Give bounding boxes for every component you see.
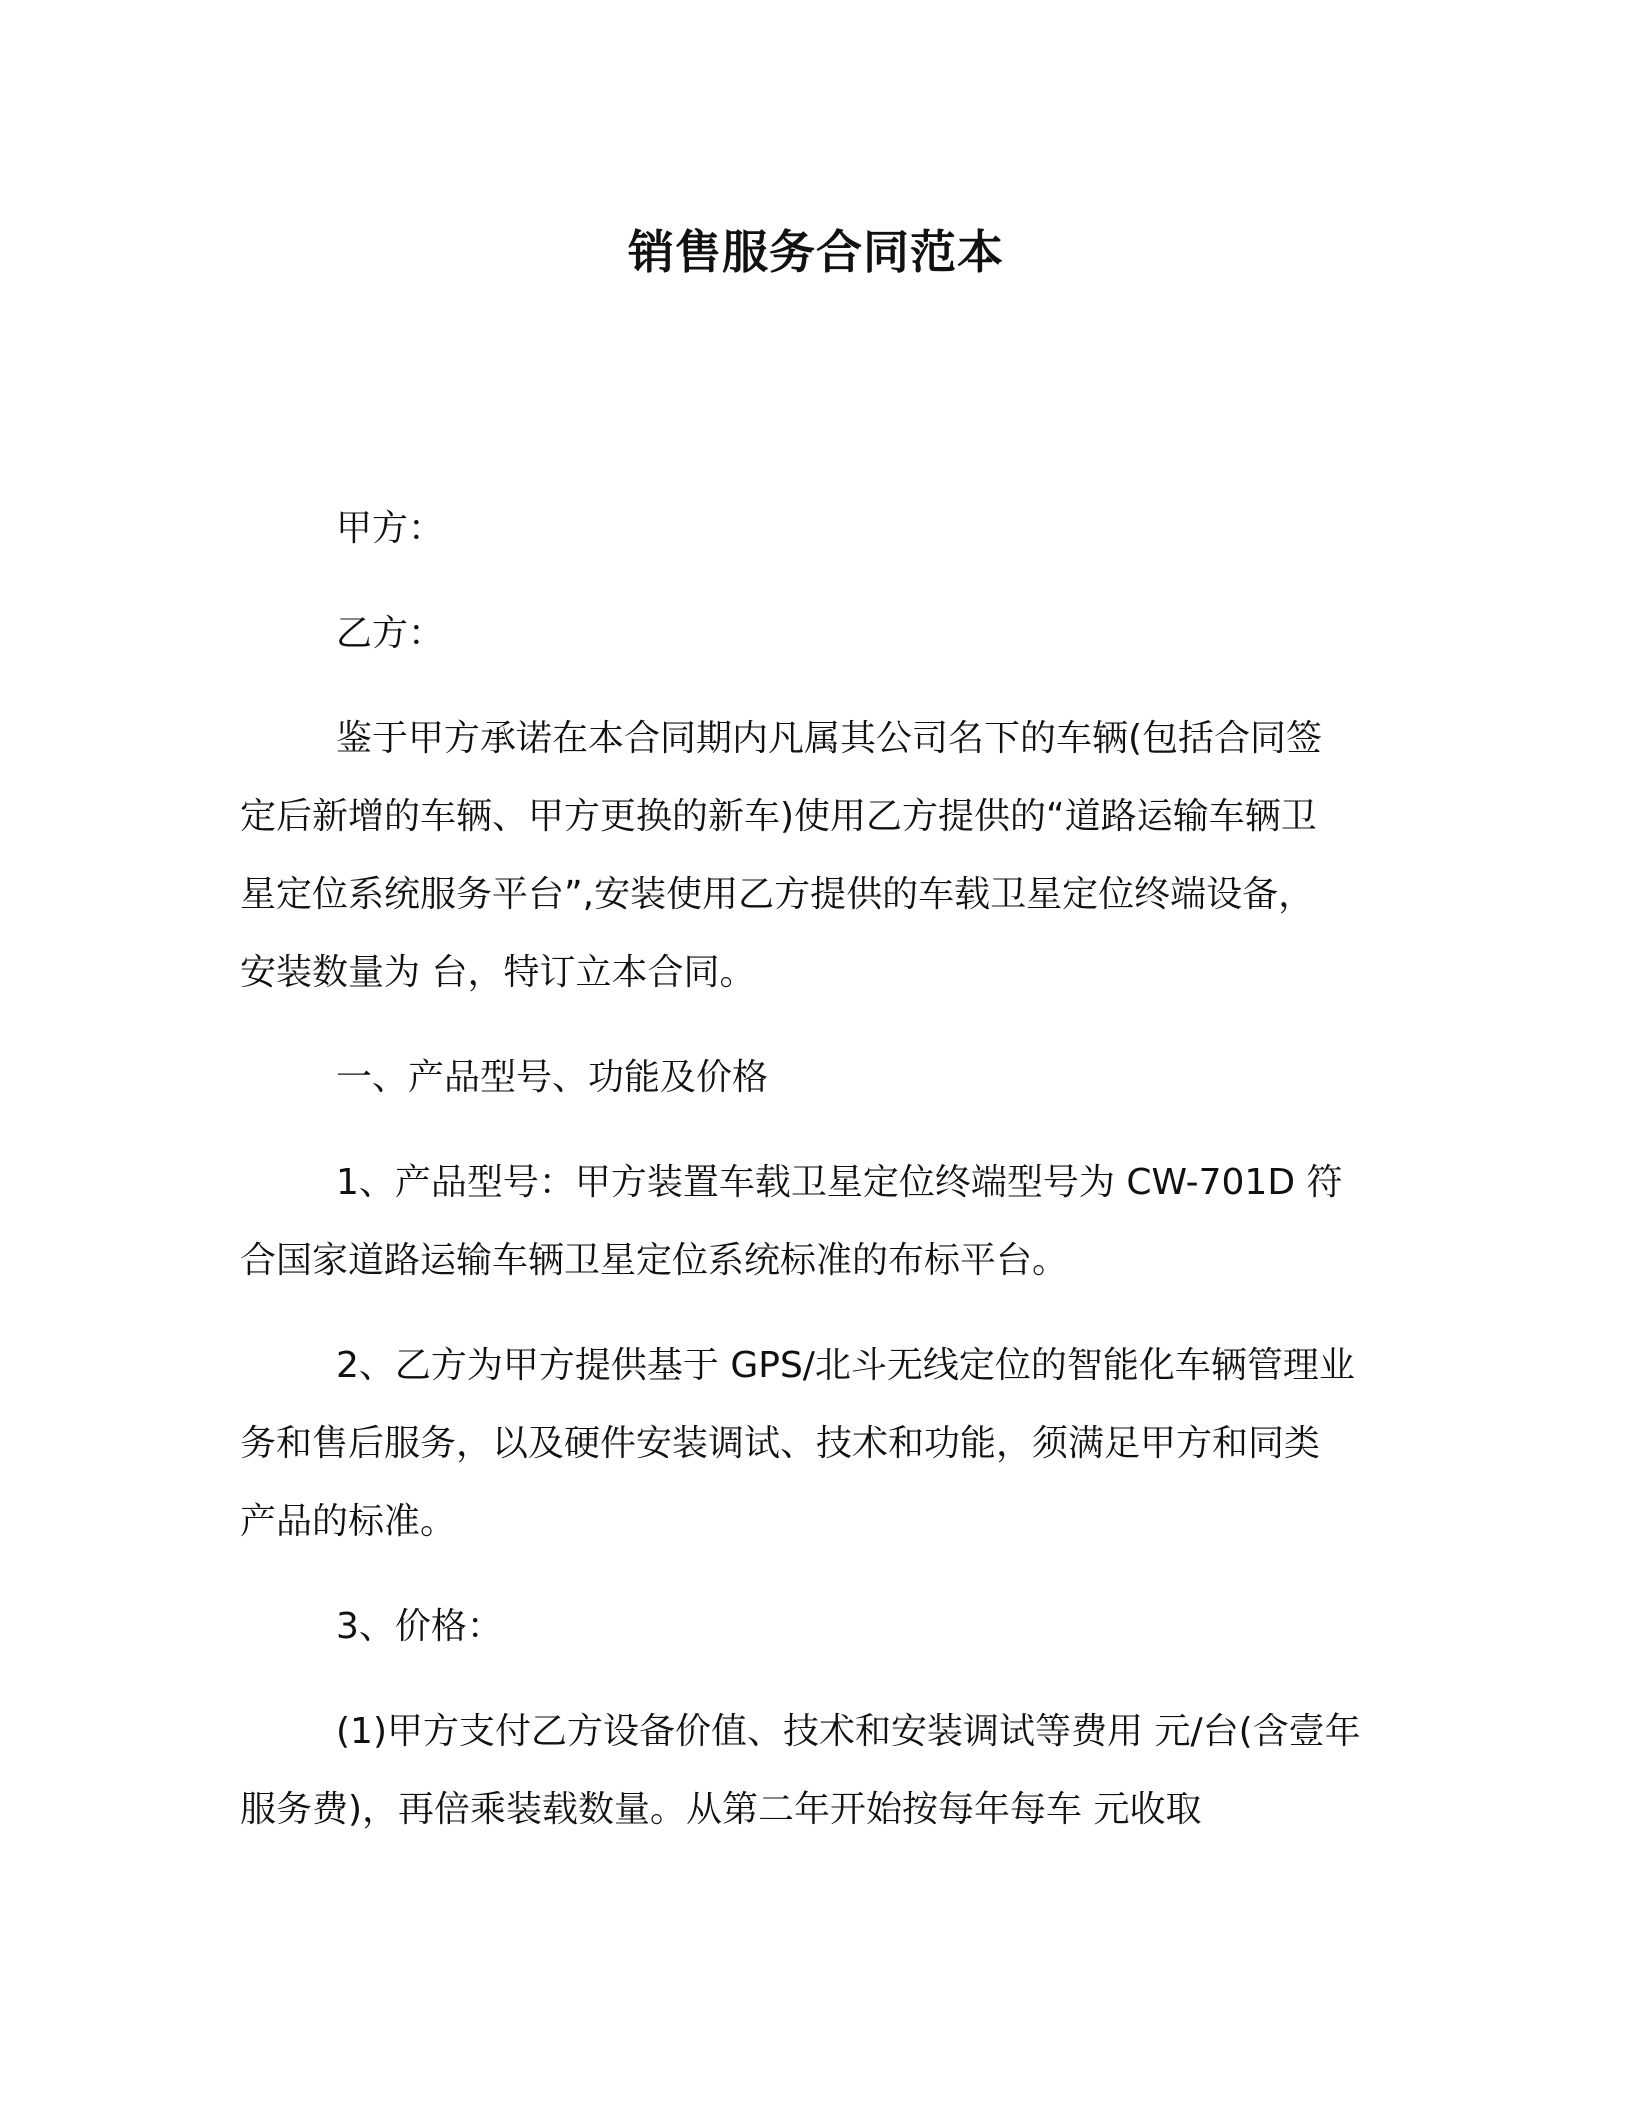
clause-product-model: 1、产品型号：甲方装置车载卫星定位终端型号为 CW-701D 符 合国家道路运输车辆卫星定位系统标准的布标平台。 (240, 1162, 1343, 1281)
party-a-line: 甲方： (336, 508, 445, 549)
clause-price-heading: 3、价格： (336, 1606, 503, 1647)
clause-price-detail: (1)甲方支付乙方设备价值、技术和安装调试等费用 元/台(含壹年 服务费)，再倍乘装载数量。从第二年开始按每年每车 元收取 (240, 1711, 1361, 1830)
document-body (240, 490, 1390, 1876)
clause-services: 2、乙方为甲方提供基于 GPS/北斗无线定位的智能化车辆管理业 务和售后服务，以及硬件安装调试、技术和功能，须满足甲方和同类 产品的标准。 (240, 1345, 1355, 1542)
preamble-paragraph: 鉴于甲方承诺在本合同期内凡属其公司名下的车辆(包括合同签 定后新增的车辆、甲方更换的新车)使用乙方提供的“道路运输车辆卫 星定位系统服务平台”,安装使用乙方提供的车载卫星定位终端设备， 安装数量为 台，特订立本合同。 (240, 718, 1323, 993)
document-title: 销售服务合同范本 (628, 225, 1004, 279)
party-b-line: 乙方： (336, 613, 445, 654)
section-heading: 一、产品型号、功能及价格 (336, 1057, 769, 1098)
